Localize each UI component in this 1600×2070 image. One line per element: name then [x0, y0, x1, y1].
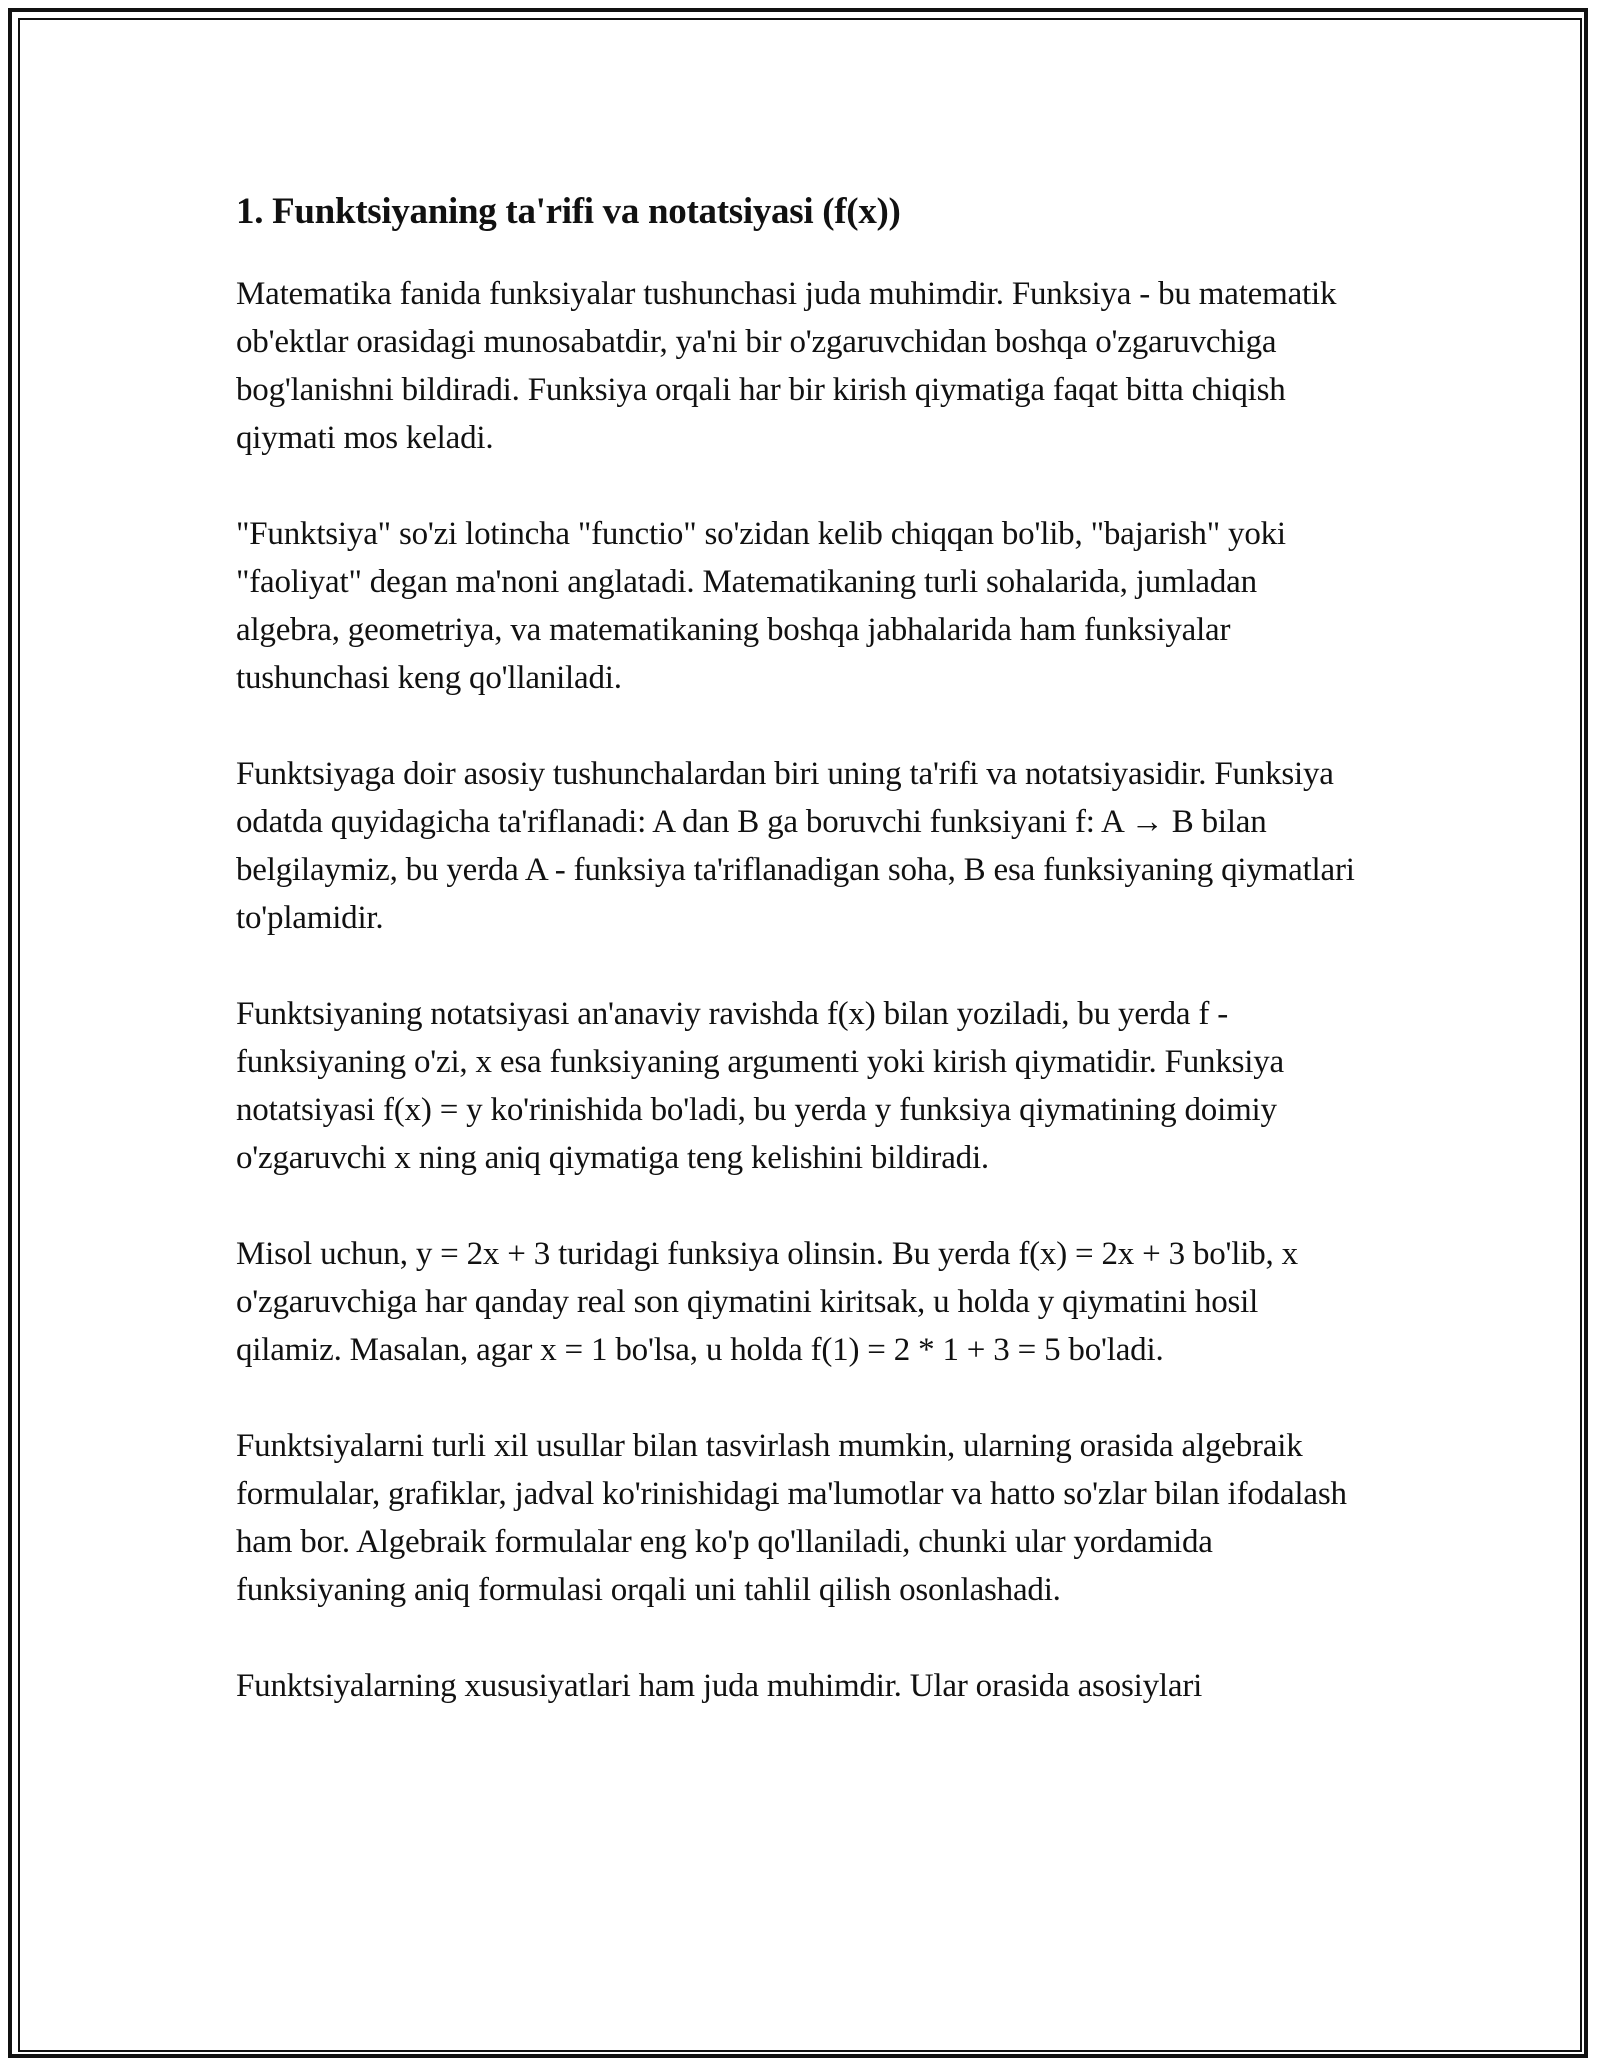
paragraph-properties: Funktsiyalarning xususiyatlari ham juda muhimdir. Ular orasida asosiylari [236, 1668, 1203, 1704]
paragraph-representations: Funktsiyalarni turli xil usullar bilan tasvirlash mumkin, ularning orasida algebraik formulalar, grafiklar, jadval ko'rinishidagi ma'lumotlar va hatto so'zlar bilan ifodalash ham bor. Algebraik formulalar eng ko'p qo'llaniladi, chunki ular yordamida funksiyaning aniq formulasi orqali uni tahlil qilish osonlashadi. [236, 1428, 1347, 1608]
paragraph-example: Misol uchun, y = 2x + 3 turidagi funksiya olinsin. Bu yerda f(x) = 2x + 3 bo'lib, x o'zgaruvchiga har qanday real son qiymatini kiritsak, u holda y qiymatini hosil qilamiz. Masalan, agar x = 1 bo'lsa, u holda f(1) = 2 * 1 + 3 = 5 bo'ladi. [236, 1236, 1298, 1368]
document-body [236, 188, 1366, 1758]
paragraph-etymology: "Funktsiya" so'zi lotincha "functio" so'zidan kelib chiqqan bo'lib, "bajarish" yoki "faoliyat" degan ma'noni anglatadi. Matematikaning turli sohalarida, jumladan algebra, geometriya, va matematikaning boshqa jabhalarida ham funksiyalar tushunchasi keng qo'llaniladi. [236, 516, 1286, 696]
paragraph-mapping: Funktsiyaga doir asosiy tushunchalardan biri uning ta'rifi va notatsiyasidir. Funksiya odatda quyidagicha ta'riflanadi: A dan B ga boruvchi funksiyani f: A → B bilan belgilaymiz, bu yerda A - funksiya ta'riflanadigan soha, B esa funksiyaning qiymatlari to'plamidir. [236, 756, 1355, 936]
paragraph-notation: Funktsiyaning notatsiyasi an'anaviy ravishda f(x) bilan yoziladi, bu yerda f - funksiyaning o'zi, x esa funksiyaning argumenti yoki kirish qiymatidir. Funksiya notatsiyasi f(x) = y ko'rinishida bo'ladi, bu yerda y funksiya qiymatining doimiy o'zgaruvchi x ning aniq qiymatiga teng kelishini bildiradi. [236, 996, 1284, 1176]
section-heading: 1. Funktsiyaning ta'rifi va notatsiyasi (f(x)) [236, 191, 901, 232]
paragraph-definition: Matematika fanida funksiyalar tushunchasi juda muhimdir. Funksiya - bu matematik ob'ektlar orasidagi munosabatdir, ya'ni bir o'zgaruvchidan boshqa o'zgaruvchiga bog'lanishni bildiradi. Funksiya orqali har bir kirish qiymatiga faqat bitta chiqish qiymati mos keladi. [236, 276, 1337, 456]
